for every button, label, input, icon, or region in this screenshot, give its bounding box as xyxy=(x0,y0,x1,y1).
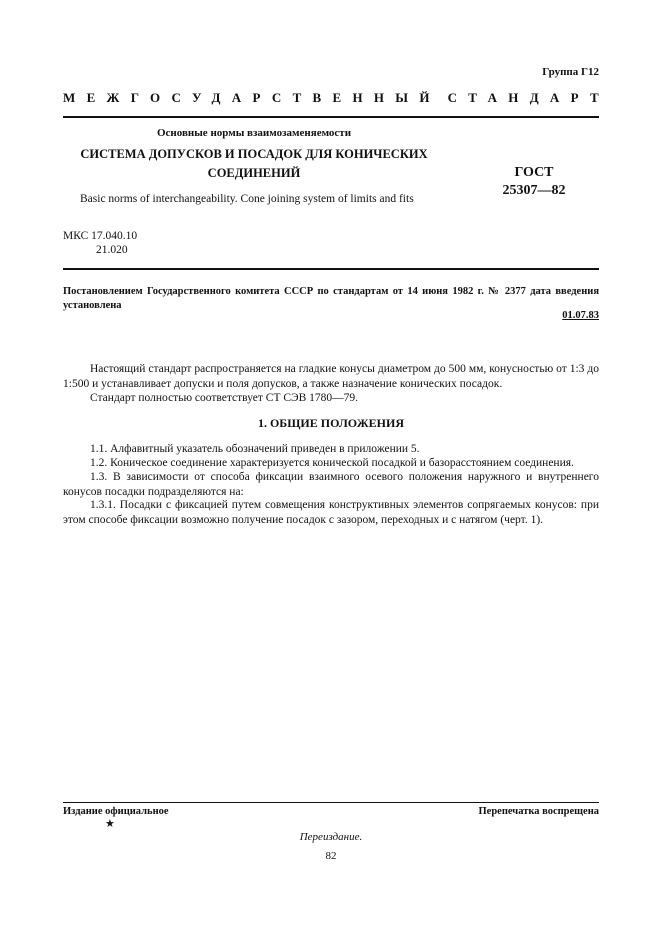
banner-standard: СТАНДАРТ xyxy=(447,90,610,105)
english-title: Basic norms of interchangeability. Cone joining system of limits and fits xyxy=(80,193,414,205)
effective-date: 01.07.83 xyxy=(562,310,599,321)
clause-1-3-1: 1.3.1. Посадки с фиксацией путем совмещения конструктивных элементов сопрягаемых конусов: при этом способе фиксации возможно получение посадок с зазором, переходных и с натягом (черт. 1). xyxy=(63,499,599,526)
gost-number: 25307—82 xyxy=(502,183,566,198)
intro-compliance: Стандарт полностью соответствует СТ СЭВ 1780—79. xyxy=(90,392,359,404)
banner-interstate: МЕЖГОСУДАРСТВЕННЫЙ xyxy=(63,90,441,105)
decree-text: Постановлением Государственного комитета СССР по стандартам от 14 июня 1982 г. № 2377 дата введения установлена xyxy=(63,286,599,311)
reissue-note: Переиздание. xyxy=(299,831,363,843)
reprint-notice: Перепечатка воспрещена xyxy=(478,806,599,817)
star-icon: ★ xyxy=(105,818,115,830)
official-edition: Издание официальное xyxy=(63,806,169,817)
gost-label: ГОСТ xyxy=(514,165,554,180)
mks-code: МКС 17.040.10 xyxy=(63,230,138,242)
footer-rule xyxy=(63,802,599,803)
clause-1-3: 1.3. В зависимости от способа фиксации взаимного осевого положения наружного и внутреннего конусов посадки подразделяются на: xyxy=(63,471,599,498)
document-subtitle: Основные нормы взаимозаменяемости xyxy=(156,127,352,139)
document-title-line2: СОЕДИНЕНИЙ xyxy=(207,166,301,180)
mks-code-secondary: 21.020 xyxy=(96,244,128,256)
document-title-line1: СИСТЕМА ДОПУСКОВ И ПОСАДОК ДЛЯ КОНИЧЕСКИХ xyxy=(80,147,428,161)
page-number: 82 xyxy=(325,850,337,862)
intro-paragraph: Настоящий стандарт распространяется на гладкие конусы диаметром до 500 мм, конусностью от 1:3 до 1:500 и устанавливает допуски и поля допусков, а также назначение конических посадок. xyxy=(63,363,599,390)
section-heading: 1. ОБЩИЕ ПОЛОЖЕНИЯ xyxy=(257,416,405,430)
clause-1-1: 1.1. Алфавитный указатель обозначений приведен в приложении 5. xyxy=(90,443,420,455)
group-code: Группа Г12 xyxy=(542,66,599,78)
clause-1-2: 1.2. Коническое соединение характеризуется конической посадкой и базорасстоянием соединения. xyxy=(90,457,574,469)
standard-banner xyxy=(63,90,610,110)
header-rule xyxy=(63,116,599,118)
section-rule xyxy=(63,268,599,270)
gost-designation xyxy=(470,164,598,200)
